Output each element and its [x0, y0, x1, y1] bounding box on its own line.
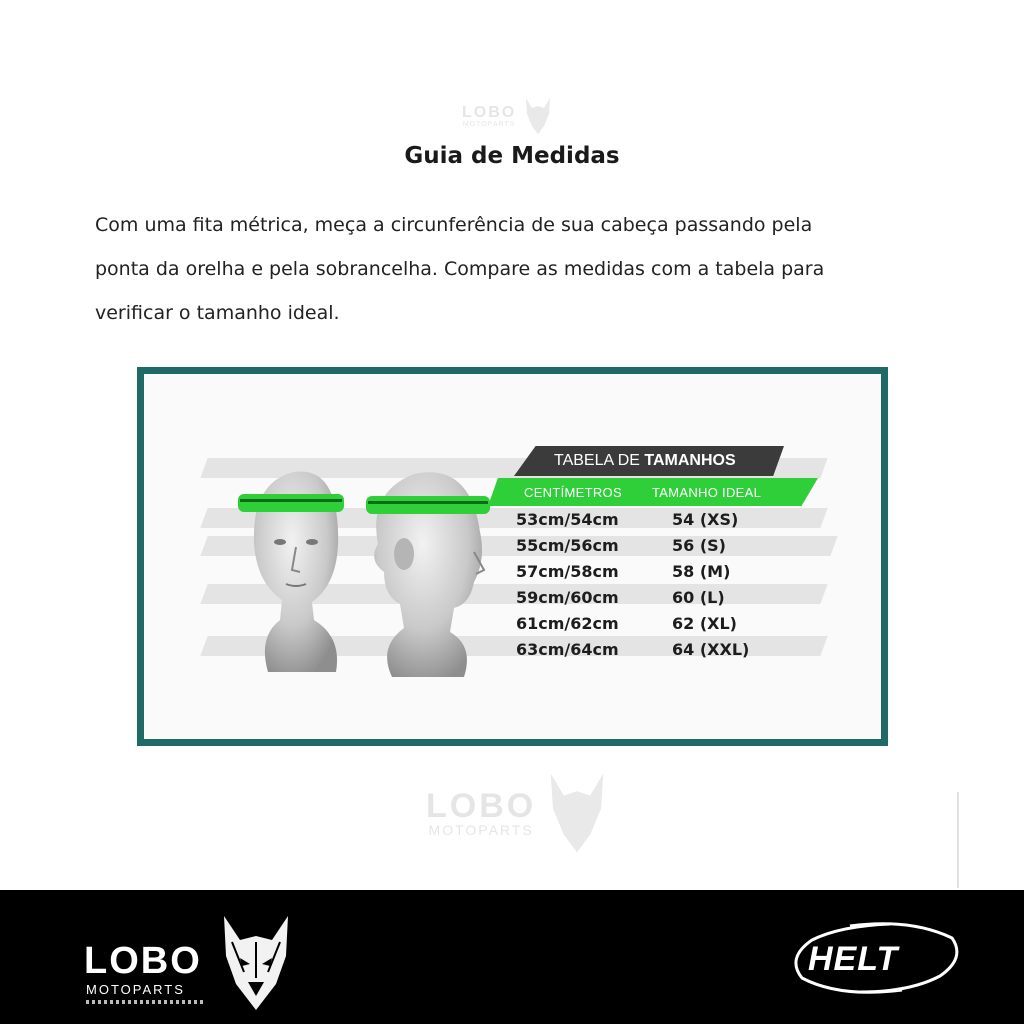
row-centimeters: 53cm/54cm — [516, 510, 619, 529]
watermark-sub: MOTOPARTS — [462, 120, 516, 128]
intro-text — [95, 203, 945, 335]
watermark-middle — [426, 768, 612, 858]
table-row — [500, 508, 830, 532]
column-header-ideal-size: TAMANHO IDEAL — [652, 485, 762, 500]
lobo-tagline-decoration — [86, 1000, 206, 1004]
intro-line: ponta da orelha e pela sobrancelha. Compare as medidas com a tabela para — [95, 258, 825, 280]
watermark-top — [462, 96, 554, 136]
table-title — [554, 452, 736, 470]
table-row — [500, 586, 830, 610]
table-row — [500, 560, 830, 584]
watermark-brand: LOBO — [462, 103, 517, 121]
lobo-brand: LOBO — [84, 940, 202, 982]
lobo-motoparts-logo — [84, 912, 304, 1012]
wolf-watermark-icon — [542, 768, 612, 858]
helt-logo — [790, 918, 962, 998]
table-row — [500, 638, 830, 662]
intro-line: verificar o tamanho ideal. — [95, 302, 340, 324]
row-centimeters: 57cm/58cm — [516, 562, 619, 581]
lobo-sub: MOTOPARTS — [86, 982, 185, 997]
row-centimeters: 63cm/64cm — [516, 640, 619, 659]
row-size: 58 (M) — [672, 562, 731, 581]
table-row — [500, 612, 830, 636]
row-size: 62 (XL) — [672, 614, 737, 633]
size-chart-panel — [137, 367, 888, 746]
column-header-centimeters: CENTÍMETROS — [524, 485, 622, 500]
divider — [957, 792, 959, 888]
row-size: 54 (XS) — [672, 510, 739, 529]
row-size: 56 (S) — [672, 536, 726, 555]
watermark-sub: MOTOPARTS — [428, 822, 534, 838]
table-title-prefix: TABELA DE — [554, 452, 645, 469]
head-measurement-illustration — [218, 432, 518, 692]
row-centimeters: 55cm/56cm — [516, 536, 619, 555]
page-title: Guia de Medidas — [404, 143, 620, 169]
intro-line: Com uma fita métrica, meça a circunferência de sua cabeça passando pela — [95, 214, 813, 236]
row-size: 60 (L) — [672, 588, 725, 607]
row-centimeters: 59cm/60cm — [516, 588, 619, 607]
wolf-watermark-icon — [522, 96, 554, 136]
helt-brand: HELT — [808, 940, 899, 978]
row-size: 64 (XXL) — [672, 640, 750, 659]
watermark-brand: LOBO — [426, 787, 537, 825]
row-centimeters: 61cm/62cm — [516, 614, 619, 633]
table-title-bold: TAMANHOS — [644, 452, 736, 469]
wolf-icon — [218, 912, 294, 1012]
table-row — [500, 534, 830, 558]
